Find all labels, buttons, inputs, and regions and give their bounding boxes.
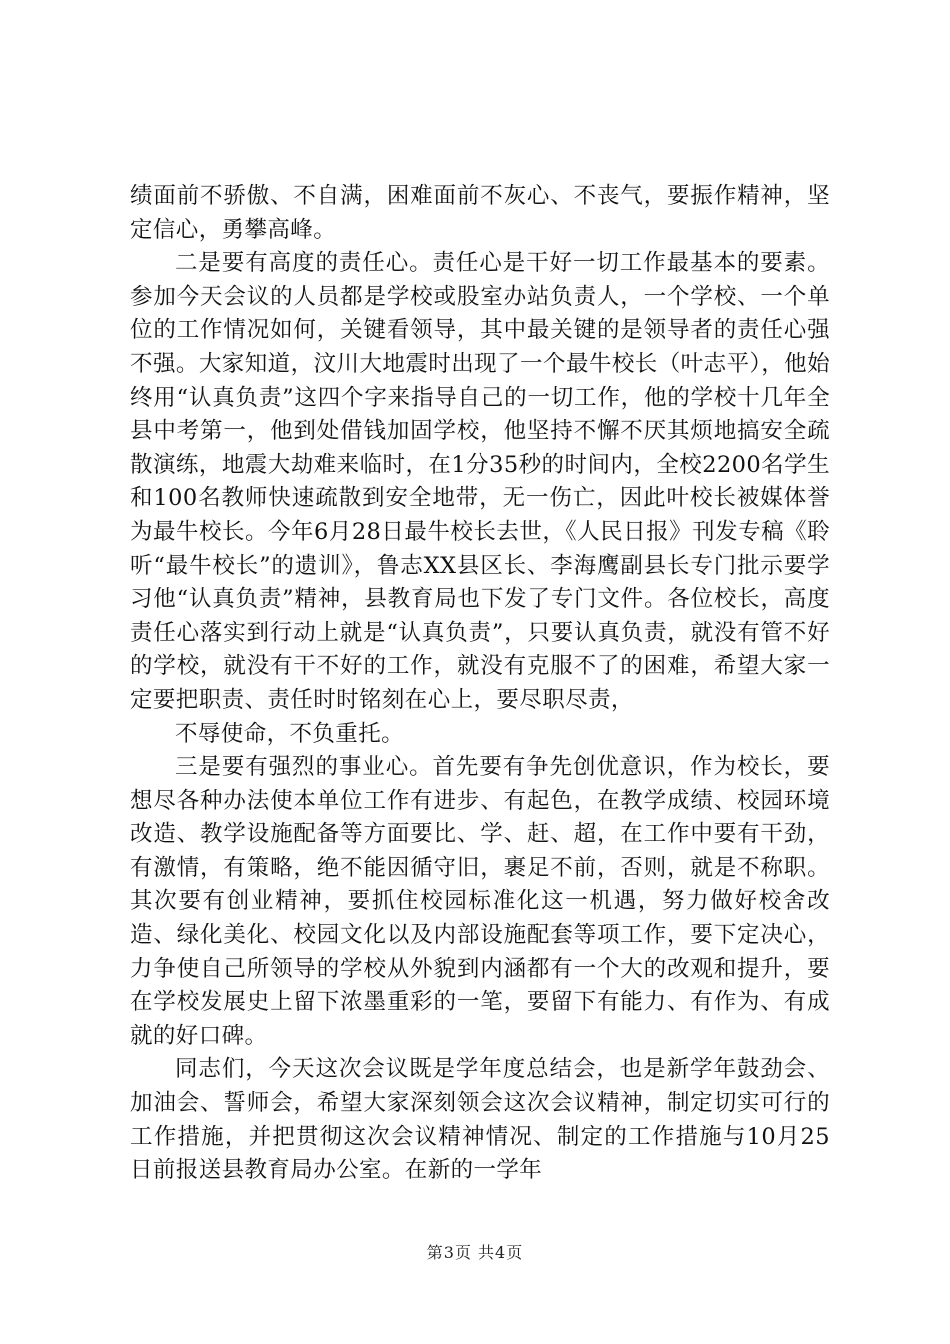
paragraph-2: 二是要有高度的责任心。责任心是干好一切工作最基本的要素。参加今天会议的人员都是学校或股室办站负责人，一个学校、一个单位的工作情况如何，关键看领导，其中最关键的是领导者的责任心强不强。大家知道，汶川大地震时出现了一个最牛校长（叶志平），他始终用“认真负责”这四个字来指导自己的一切工作，他的学校十几年全县中考第一，他到处借钱加固学校，他坚持不懈不厌其烦地搞安全疏散演练，地震大劫难来临时，在1分35秒的时间内，全校2200名学生和100名教师快速疏散到安全地带，无一伤亡，因此叶校长被媒体誉为最牛校长。今年6月28日最牛校长去世，《人民日报》刊发专稿《聆听“最牛校长”的遗训》，鲁志XX县区长、李海鹰副县长专门批示要学习他“认真负责”精神，县教育局也下发了专门文件。各位校长，高度责任心落实到行动上就是“认真负责”，只要认真负责，就没有管不好的学校，就没有干不好的工作，就没有克服不了的困难，希望大家一定要把职责、责任时时铭刻在心上，要尽职尽责， (130, 250, 830, 713)
paragraph-4: 三是要有强烈的事业心。首先要有争先创优意识，作为校长，要想尽各种办法使本单位工作有进步、有起色，在教学成绩、校园环境改造、教学设施配备等方面要比、学、赶、超，在工作中要有干劲，有激情，有策略，绝不能因循守旧，裹足不前，否则，就是不称职。其次要有创业精神，要抓住校园标准化这一机遇，努力做好校舍改造、绿化美化、校园文化以及内部设施配套等项工作，要下定决心，力争使自己所领导的学校从外貌到内涵都有一个大的改观和提升，要在学校发展史上留下浓墨重彩的一笔，要留下有能力、有作为、有成就的好口碑。 (130, 754, 830, 1049)
page-footer: 第3页 共4页 (426, 1243, 524, 1262)
paragraph-3: 不辱使命，不负重托。 (175, 720, 405, 747)
paragraph-1: 绩面前不骄傲、不自满，困难面前不灰心、不丧气，要振作精神，坚定信心，勇攀高峰。 (130, 183, 830, 243)
document-body (130, 180, 830, 1188)
paragraph-5: 同志们，今天这次会议既是学年度总结会，也是新学年鼓劲会、加油会、誓师会，希望大家深刻领会这次会议精神，制定切实可行的工作措施，并把贯彻这次会议精神情况、制定的工作措施与10月25日前报送县教育局办公室。在新的一学年 (130, 1056, 830, 1184)
